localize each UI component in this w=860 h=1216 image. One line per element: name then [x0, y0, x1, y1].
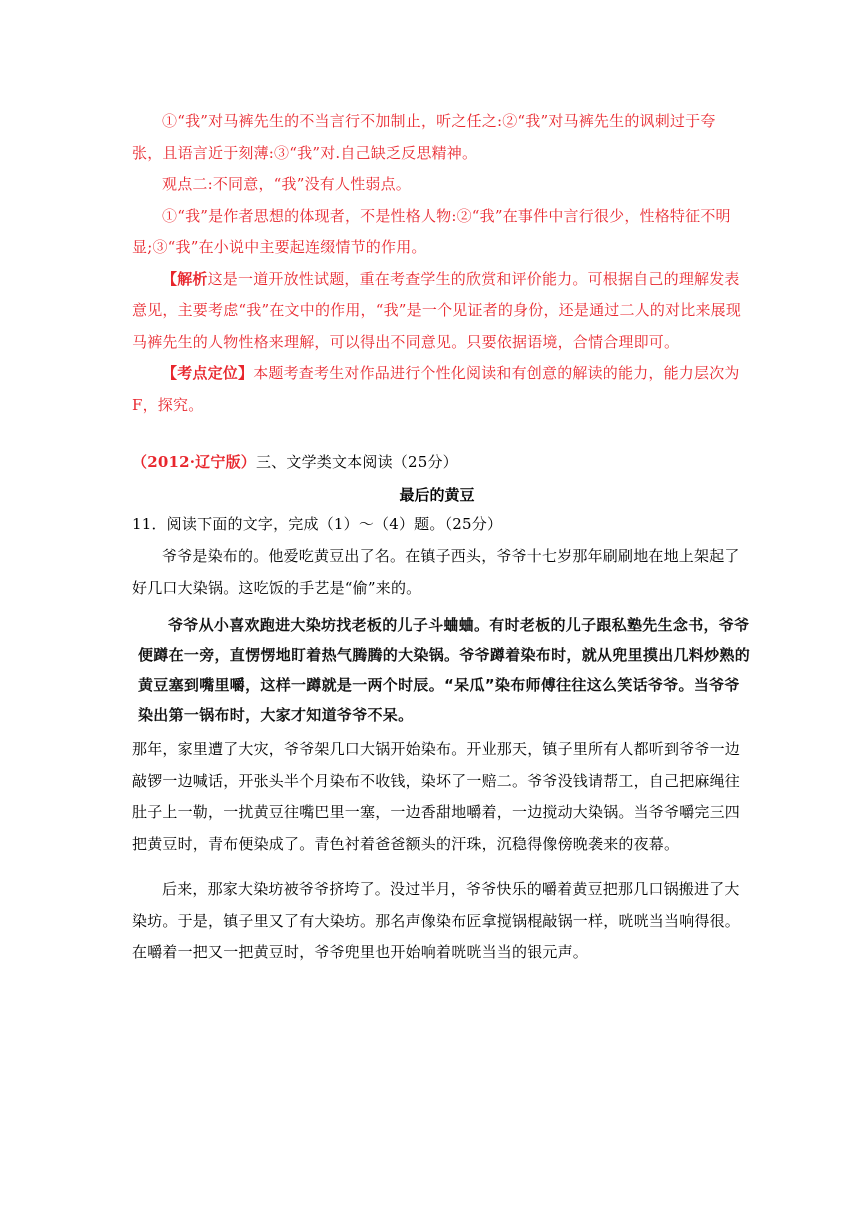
- passage-para2: 那年，家里遭了大灾，爷爷架几口大锅开始染布。开业那天，镇子里所有人都听到爷爷一边敲锣一边喊话，开张头半个月染布不收钱，染坏了一赔二。爷爷没钱请帮工，自己把麻绳往肚子上一勒，一扰黄豆往嘴巴里一塞，一边香甜地嚼着，一边搅动大染锅。当爷爷嚼完三四把黄豆时，青布便染成了。青色衬着爸爸额头的汗珠，沉稳得像傍晚袭来的夜幕。: [132, 740, 741, 853]
- analysis-text: 这是一道开放性试题，重在考查学生的欣赏和评价能力。可根据自己的理解发表意见，主要考虑“我”在文中的作用，“我”是一个见证者的身份，还是通过二人的对比来展现马裤先生的人物性格来理解，可以得出不同意见。只要依据语境，合情合理即可。: [132, 269, 742, 351]
- answer-view2: 观点二:不同意，“我”没有人性弱点。: [162, 175, 411, 193]
- source-label: （2012·辽宁版）: [132, 453, 256, 471]
- answer-view2-items: ①“我”是作者思想的体现者，不是性格人物:②“我”在事件中言行很少，性格特征不明显;③“我”在小说中主要起连缀情节的作用。: [132, 206, 731, 256]
- article-title: 最后的黄豆: [399, 486, 475, 504]
- answer-point1-items: ①“我”对马裤先生的不当言行不加制止，听之任之:②“我”对马裤先生的讽刺过于夸张，且语言近于刻薄:③“我”对.自己缺乏反思精神。: [132, 112, 716, 162]
- analysis-paragraph: [132, 264, 742, 359]
- passage-para1: 爷爷是染布的。他爱吃黄豆出了名。在镇子西头，爷爷十七岁那年刷刷地在地上架起了好几口大染锅。这吃饭的手艺是“偷”来的。: [132, 547, 740, 597]
- scanned-paragraph: 爷爷从小喜欢跑进大染坊找老板的儿子斗蛐蛐。有时老板的儿子跟私塾先生念书，爷爷便蹲在一旁，直愣愣地盯着热气腾腾的大染锅。爷爷蹲着染布时，就从兜里摸出几料炒熟的黄豆塞到嘴里嚼，这样一蹲就是一两个时辰。“呆瓜”染布师傅往往这么笑话爷爷。当爷爷染出第一锅布时，大家才知道爷爷不呆。: [138, 616, 751, 724]
- kaodian-label: 【考点定位】: [162, 364, 254, 382]
- answer-section: [132, 106, 742, 421]
- kaodian-text: 本题考查考生对作品进行个性化阅读和有创意的解读的能力，能力层次为F，探究。: [132, 364, 740, 414]
- source-text: 三、文学类文本阅读（25分）: [255, 453, 458, 471]
- source-line: [132, 447, 742, 479]
- kaodian-paragraph: [132, 358, 742, 421]
- analysis-label: 【解析: [162, 269, 208, 288]
- passage-para3: 后来，那家大染坊被爷爷挤垮了。没过半月，爷爷快乐的嚼着黄豆把那几口锅搬进了大染坊。于是，镇子里又了有大染坊。那名声像染布匠拿搅锅棍敲锅一样，咣咣当当响得很。在嚼着一把又一把黄豆时，爷爷兜里也开始响着咣咣当当的银元声。: [132, 880, 741, 961]
- question-text: 11．阅读下面的文字，完成（1）～（4）题。（25分）: [132, 515, 503, 533]
- question-line: [132, 509, 742, 541]
